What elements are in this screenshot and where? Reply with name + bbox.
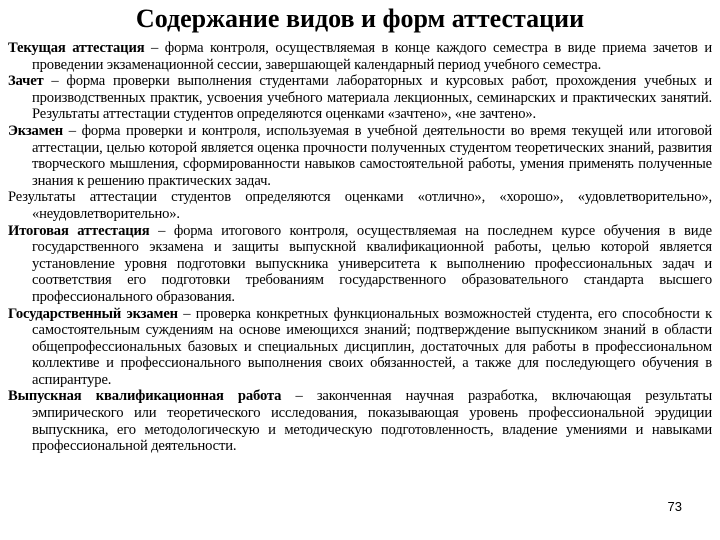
paragraph-text: – форма итогового контроля, осуществляемая на последнем курсе обучения в виде государственного экзамена и защиты выпускной квалификационной работы, целью которой является установление уровня подготовки выпускника университета к выполнению профессиональных задач и соответствия его подготовки требованиям государственного образовательного стандарта высшего профессионального образования.	[32, 222, 712, 305]
paragraph-exam	[6, 123, 712, 189]
paragraph-text: – законченная научная разработка, включающая результаты эмпирического или теоретического исследования, показывающая уровень профессиональной эрудиции выпускника, его методологическую и методическую подготовленность, владение умениями и навыками профессиональной деятельности.	[32, 388, 712, 455]
page-title: Содержание видов и форм аттестации	[135, 4, 585, 33]
term-label: Государственный экзамен	[8, 305, 178, 322]
paragraph-text: – форма проверки и контроля, используемая в учебной деятельности во время текущей или итоговой аттестации, целью которой является оценка прочности полученных студентом теоретических знаний, развития творческого мышления, сформированности навыков самостоятельной работы, умения применять полученные знания к решению практических задач.	[32, 122, 712, 189]
paragraph-state-exam	[6, 306, 712, 389]
slide-body	[6, 40, 712, 455]
term-label: Зачет	[8, 73, 44, 90]
term-label: Экзамен	[8, 122, 64, 139]
term-label: Итоговая аттестация	[8, 222, 150, 239]
page-number: 73	[667, 499, 682, 514]
paragraph-grades	[6, 189, 712, 222]
paragraph-text: – форма проверки выполнения студентами лабораторных и курсовых работ, прохождения учебных и производственных практик, усвоения учебного материала лекционных, семинарских и практических занятий. Результаты аттестации студентов определяются оценками «зачтено», «не зачтено».	[32, 73, 712, 123]
term-label: Выпускная квалификационная работа	[8, 388, 282, 405]
term-label: Текущая аттестация	[8, 40, 145, 56]
paragraph-credit	[6, 73, 712, 123]
paragraph-text: – форма контроля, осуществляемая в конце каждого семестра в виде приема зачетов и проведении экзаменационной сессии, завершающей календарный период учебного семестра.	[32, 40, 712, 73]
paragraph-graduation-work	[6, 388, 712, 454]
paragraph-text: Результаты аттестации студентов определяются оценками «отлично», «хорошо», «удовлетворительно», «неудовлетворительно».	[8, 189, 712, 222]
paragraph-text: – проверка конкретных функциональных возможностей студента, его способности к самостоятельным суждениям на основе имеющихся знаний; подтверждение выпускником знаний в области общепрофессиональных базовых и специальных дисциплин, достаточных для работы в профессиональном коллективе и профессионального выполнения своих обязанностей, а также для последующего обучения в аспирантуре.	[32, 305, 713, 388]
paragraph-final-attestation	[6, 223, 712, 306]
paragraph-current-attestation	[6, 40, 712, 73]
